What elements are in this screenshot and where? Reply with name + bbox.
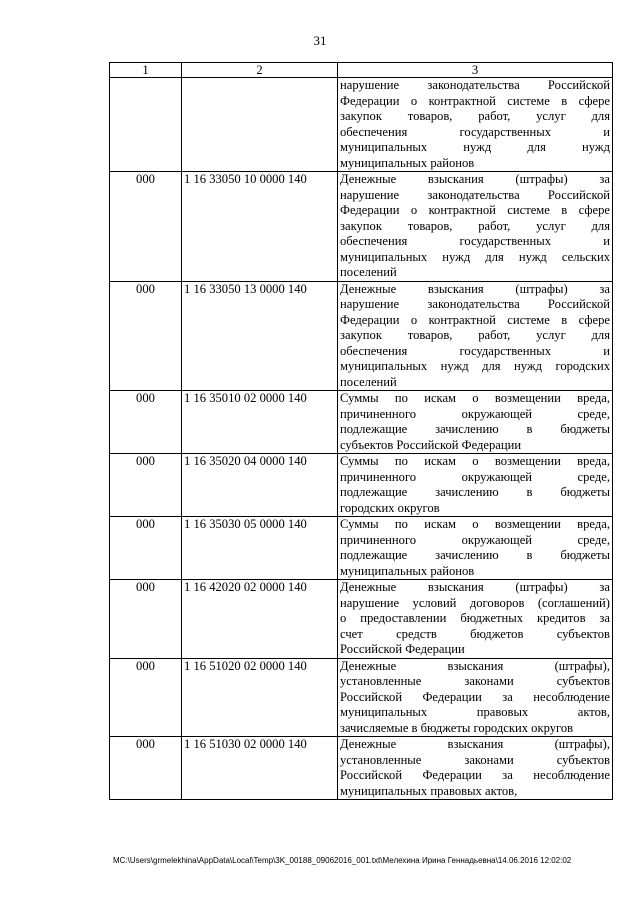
table-row [110,580,613,659]
description-cell [338,737,613,800]
description-line: Суммы по искам о возмещении вреда, [340,517,610,531]
description-cell [338,172,613,282]
budget-code-cell: 1 16 35010 02 0000 140 [182,391,338,454]
admin-code-cell: 000 [110,517,182,580]
admin-code-cell: 000 [110,172,182,282]
description-line: подлежащие зачислению в бюджеты [340,548,610,562]
description-line: муниципальных нужд для нужд городских [340,359,610,373]
description-line: Федерации о контрактной системе в сфере [340,312,610,327]
description-line: Российской Федерации [340,642,465,656]
column-header-1: 1 [110,63,182,78]
description-line: установленные законами субъектов [340,752,610,767]
description-line: поселений [340,265,397,279]
budget-code-cell [182,78,338,172]
description-line: субъектов Российской Федерации [340,437,522,452]
description-line: Денежные взыскания (штрафы) за [340,172,610,186]
column-header-2: 2 [182,63,338,78]
description-line: муниципальных нужд для нужд [340,140,610,154]
table-row [110,737,613,800]
admin-code-cell [110,78,182,172]
admin-code-cell: 000 [110,391,182,454]
description-cell [338,580,613,659]
description-line: обеспечения государственных и [340,343,610,358]
table-body [110,78,613,800]
description-line: Суммы по искам о возмещении вреда, [340,391,610,405]
description-line: Суммы по искам о возмещении вреда, [340,454,610,468]
column-header-3: 3 [338,63,613,78]
table-row [110,517,613,580]
table-header-row [110,63,613,78]
description-line: нарушение законодательства Российской [340,187,610,202]
description-cell [338,281,613,391]
admin-code-cell: 000 [110,281,182,391]
description-line: закупок товаров, работ, услуг для [340,218,610,233]
admin-code-cell: 000 [110,454,182,517]
description-cell [338,517,613,580]
description-line: муниципальных нужд для нужд сельских [340,249,610,264]
admin-code-cell: 000 [110,658,182,737]
description-line: закупок товаров, работ, услуг для [340,109,610,123]
description-line: установленные законами субъектов [340,674,610,688]
budget-code-cell: 1 16 33050 13 0000 140 [182,281,338,391]
description-line: муниципальных районов [340,155,475,170]
description-line: муниципальных правовых актов, [340,705,610,719]
description-line: муниципальных районов [340,563,475,578]
budget-code-cell: 1 16 35030 05 0000 140 [182,517,338,580]
description-line: нарушение условий договоров (соглашений) [340,595,610,610]
budget-code-cell: 1 16 33050 10 0000 140 [182,172,338,282]
description-line: городских округов [340,500,440,515]
description-line: муниципальных правовых актов, [340,783,518,798]
admin-code-cell: 000 [110,580,182,659]
table-row [110,281,613,391]
description-line: Российской Федерации за несоблюдение [340,689,610,704]
admin-code-cell: 000 [110,737,182,800]
description-line: нарушение законодательства Российской [340,78,610,92]
description-line: подлежащие зачислению в бюджеты [340,485,610,499]
budget-code-cell: 1 16 51020 02 0000 140 [182,658,338,737]
budget-code-cell: 1 16 51030 02 0000 140 [182,737,338,800]
description-line: причиненного окружающей среде, [340,532,610,547]
table-row [110,172,613,282]
description-cell [338,78,613,172]
description-line: Денежные взыскания (штрафы) за [340,580,610,594]
description-line: закупок товаров, работ, услуг для [340,328,610,342]
page-number: 31 [313,33,327,48]
description-line: о предоставлении бюджетных кредитов за [340,611,610,625]
description-line: причиненного окружающей среде, [340,469,610,484]
description-line: Денежные взыскания (штрафы), [340,658,610,673]
description-line: счет средств бюджетов субъектов [340,626,610,641]
table-row [110,78,613,172]
budget-code-cell: 1 16 42020 02 0000 140 [182,580,338,659]
description-line: нарушение законодательства Российской [340,297,610,311]
description-line: Федерации о контрактной системе в сфере [340,93,610,108]
table-row [110,454,613,517]
description-line: обеспечения государственных и [340,234,610,248]
description-line: Российской Федерации за несоблюдение [340,768,610,782]
description-cell [338,658,613,737]
description-line: причиненного окружающей среде, [340,406,610,421]
table-row [110,658,613,737]
description-line: обеспечения государственных и [340,124,610,139]
description-line: Федерации о контрактной системе в сфере [340,203,610,217]
description-line: Денежные взыскания (штрафы) за [340,281,610,296]
table-row [110,391,613,454]
budget-code-cell: 1 16 35020 04 0000 140 [182,454,338,517]
description-line: поселений [340,374,397,389]
description-line: подлежащие зачислению в бюджеты [340,422,610,436]
description-line: зачисляемые в бюджеты городских округов [340,720,574,735]
revenue-codes-table [109,62,613,800]
description-cell [338,454,613,517]
file-path-footer: МС:\Users\grmelekhina\AppData\Local\Temp\3K_00188_09062016_001.txt\Мелехина Ирина Геннадьевна\14.06.2016 12:02:02 [113,856,572,865]
description-line: Денежные взыскания (штрафы), [340,737,610,751]
description-cell [338,391,613,454]
